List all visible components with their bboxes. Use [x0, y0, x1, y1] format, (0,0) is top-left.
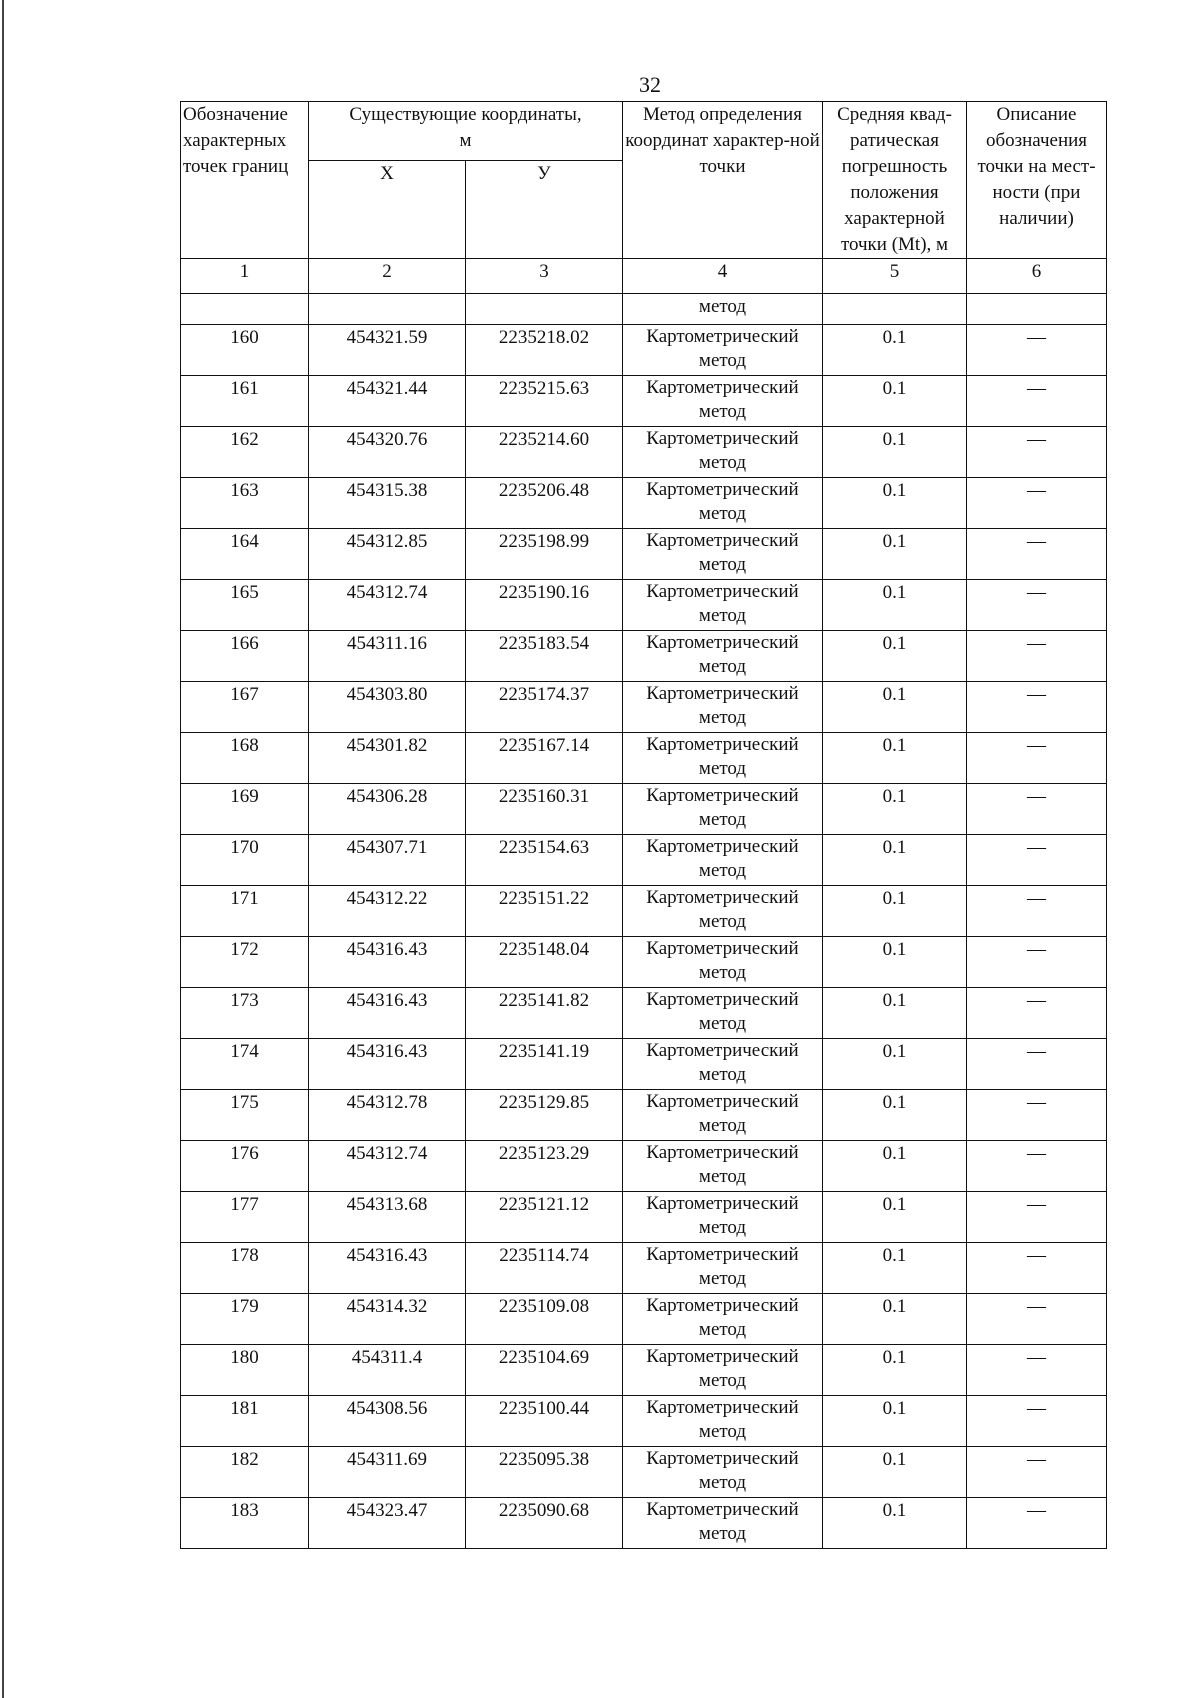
point-cell: 183	[181, 1498, 309, 1549]
method-line-2: метод	[698, 758, 747, 779]
table-row	[181, 1192, 1107, 1243]
y-cell: 2235218.02	[466, 325, 623, 376]
method-line-2: метод	[698, 860, 747, 881]
description-cell: —	[967, 886, 1107, 937]
method-line-1: Картометрический	[646, 836, 799, 857]
description-cell: —	[967, 937, 1107, 988]
x-cell: 454306.28	[309, 784, 466, 835]
description-cell: —	[967, 1039, 1107, 1090]
y-cell: 2235114.74	[466, 1243, 623, 1294]
method-line-2: метод	[698, 1523, 747, 1544]
y-cell: 2235215.63	[466, 376, 623, 427]
method-cell	[623, 1243, 823, 1294]
method-cell	[623, 886, 823, 937]
table-row	[181, 835, 1107, 886]
point-cell: 172	[181, 937, 309, 988]
error-cell: 0.1	[823, 529, 967, 580]
method-cell	[623, 631, 823, 682]
column-number-row	[181, 259, 1107, 294]
method-line-1: Картометрический	[646, 989, 799, 1010]
point-cell: 162	[181, 427, 309, 478]
error-cell: 0.1	[823, 1345, 967, 1396]
x-cell: 454314.32	[309, 1294, 466, 1345]
point-cell: 165	[181, 580, 309, 631]
x-cell: 454312.74	[309, 580, 466, 631]
method-cell	[623, 733, 823, 784]
error-cell: 0.1	[823, 631, 967, 682]
description-cell: —	[967, 682, 1107, 733]
point-cell: 179	[181, 1294, 309, 1345]
description-cell: —	[967, 835, 1107, 886]
y-cell: 2235148.04	[466, 937, 623, 988]
error-cell: 0.1	[823, 682, 967, 733]
error-cell: 0.1	[823, 1141, 967, 1192]
table-row	[181, 580, 1107, 631]
x-cell: 454312.22	[309, 886, 466, 937]
point-cell: 176	[181, 1141, 309, 1192]
error-cell: 0.1	[823, 325, 967, 376]
table-row	[181, 1294, 1107, 1345]
point-cell: 173	[181, 988, 309, 1039]
table-row	[181, 529, 1107, 580]
x-cell: 454311.16	[309, 631, 466, 682]
description-cell: —	[967, 1090, 1107, 1141]
point-cell: 181	[181, 1396, 309, 1447]
header-y: У	[466, 160, 623, 258]
point-cell: 171	[181, 886, 309, 937]
x-cell: 454307.71	[309, 835, 466, 886]
point-cell: 175	[181, 1090, 309, 1141]
table-row	[181, 988, 1107, 1039]
method-cell	[623, 988, 823, 1039]
description-cell: —	[967, 580, 1107, 631]
x-cell: 454320.76	[309, 427, 466, 478]
y-cell: 2235154.63	[466, 835, 623, 886]
error-cell: 0.1	[823, 376, 967, 427]
error-cell: 0.1	[823, 784, 967, 835]
method-line-1: Картометрический	[646, 1244, 799, 1265]
method-cell	[623, 427, 823, 478]
table-row	[181, 1447, 1107, 1498]
point-cell: 161	[181, 376, 309, 427]
method-line-1: Картометрический	[646, 1193, 799, 1214]
point-cell: 174	[181, 1039, 309, 1090]
method-cell	[623, 1039, 823, 1090]
continued-method: метод	[623, 294, 823, 325]
method-cell	[623, 784, 823, 835]
y-cell: 2235100.44	[466, 1396, 623, 1447]
method-line-2: метод	[698, 911, 747, 932]
header-description: Описание обозначения точки на мест-ности (при наличии)	[967, 102, 1107, 259]
method-line-2: метод	[698, 1370, 747, 1391]
description-cell: —	[967, 1498, 1107, 1549]
table-row	[181, 1498, 1107, 1549]
column-number: 3	[466, 259, 623, 294]
table-row	[181, 1039, 1107, 1090]
error-cell: 0.1	[823, 580, 967, 631]
y-cell: 2235141.82	[466, 988, 623, 1039]
method-cell	[623, 682, 823, 733]
method-line-1: Картометрический	[646, 1448, 799, 1469]
method-cell	[623, 478, 823, 529]
point-cell: 178	[181, 1243, 309, 1294]
error-cell: 0.1	[823, 1294, 967, 1345]
x-cell: 454313.68	[309, 1192, 466, 1243]
description-cell: —	[967, 376, 1107, 427]
description-cell: —	[967, 427, 1107, 478]
y-cell: 2235095.38	[466, 1447, 623, 1498]
method-line-2: метод	[698, 503, 747, 524]
scan-edge-line	[2, 0, 4, 1698]
table-row	[181, 631, 1107, 682]
table-row	[181, 1141, 1107, 1192]
error-cell: 0.1	[823, 733, 967, 784]
error-cell: 0.1	[823, 1039, 967, 1090]
description-cell: —	[967, 733, 1107, 784]
column-number: 6	[967, 259, 1107, 294]
point-cell: 170	[181, 835, 309, 886]
method-line-1: Картометрический	[646, 479, 799, 500]
y-cell: 2235090.68	[466, 1498, 623, 1549]
method-line-1: Картометрический	[646, 1397, 799, 1418]
y-cell: 2235214.60	[466, 427, 623, 478]
y-cell: 2235198.99	[466, 529, 623, 580]
point-cell: 180	[181, 1345, 309, 1396]
x-cell: 454312.85	[309, 529, 466, 580]
method-line-2: метод	[698, 1319, 747, 1340]
method-line-2: метод	[698, 401, 747, 422]
description-cell: —	[967, 1243, 1107, 1294]
method-cell	[623, 1498, 823, 1549]
method-cell	[623, 580, 823, 631]
method-cell	[623, 325, 823, 376]
table-row	[181, 784, 1107, 835]
header-coords: Существующие координаты, м	[309, 102, 623, 161]
method-line-1: Картометрический	[646, 1346, 799, 1367]
description-cell: —	[967, 1192, 1107, 1243]
method-line-2: метод	[698, 1268, 747, 1289]
method-line-1: Картометрический	[646, 938, 799, 959]
description-cell: —	[967, 1345, 1107, 1396]
y-cell: 2235109.08	[466, 1294, 623, 1345]
error-cell: 0.1	[823, 1447, 967, 1498]
x-cell: 454301.82	[309, 733, 466, 784]
y-cell: 2235167.14	[466, 733, 623, 784]
method-line-2: метод	[698, 1217, 747, 1238]
method-line-2: метод	[698, 962, 747, 983]
table-row	[181, 427, 1107, 478]
y-cell: 2235160.31	[466, 784, 623, 835]
method-line-1: Картометрический	[646, 1091, 799, 1112]
error-cell: 0.1	[823, 886, 967, 937]
error-cell: 0.1	[823, 937, 967, 988]
x-cell: 454316.43	[309, 988, 466, 1039]
point-cell: 168	[181, 733, 309, 784]
method-cell	[623, 1447, 823, 1498]
point-cell: 163	[181, 478, 309, 529]
method-line-1: Картометрический	[646, 734, 799, 755]
method-line-1: Картометрический	[646, 1295, 799, 1316]
description-cell: —	[967, 1141, 1107, 1192]
table-row	[181, 733, 1107, 784]
table-row	[181, 478, 1107, 529]
point-cell: 166	[181, 631, 309, 682]
method-cell	[623, 529, 823, 580]
description-cell: —	[967, 1396, 1107, 1447]
y-cell: 2235151.22	[466, 886, 623, 937]
method-line-2: метод	[698, 656, 747, 677]
method-line-1: Картометрический	[646, 428, 799, 449]
continued-row	[181, 294, 1107, 325]
point-cell: 177	[181, 1192, 309, 1243]
error-cell: 0.1	[823, 1243, 967, 1294]
page-number: 32	[639, 72, 661, 97]
x-cell: 454311.4	[309, 1345, 466, 1396]
description-cell: —	[967, 784, 1107, 835]
error-cell: 0.1	[823, 1090, 967, 1141]
method-line-2: метод	[698, 1421, 747, 1442]
method-line-2: метод	[698, 350, 747, 371]
description-cell: —	[967, 529, 1107, 580]
y-cell: 2235174.37	[466, 682, 623, 733]
x-cell: 454316.43	[309, 937, 466, 988]
table-row	[181, 376, 1107, 427]
method-cell	[623, 835, 823, 886]
method-line-2: метод	[698, 809, 747, 830]
point-cell: 164	[181, 529, 309, 580]
y-cell: 2235206.48	[466, 478, 623, 529]
table-row	[181, 1345, 1107, 1396]
column-number: 1	[181, 259, 309, 294]
point-cell: 167	[181, 682, 309, 733]
description-cell: —	[967, 478, 1107, 529]
method-line-2: метод	[698, 1166, 747, 1187]
error-cell: 0.1	[823, 478, 967, 529]
description-cell: —	[967, 988, 1107, 1039]
table-row	[181, 1243, 1107, 1294]
header-method: Метод определения координат характер-ной точки	[623, 102, 823, 259]
x-cell: 454316.43	[309, 1039, 466, 1090]
error-cell: 0.1	[823, 1192, 967, 1243]
column-number: 4	[623, 259, 823, 294]
method-cell	[623, 1141, 823, 1192]
description-cell: —	[967, 1294, 1107, 1345]
method-line-1: Картометрический	[646, 530, 799, 551]
y-cell: 2235141.19	[466, 1039, 623, 1090]
method-line-1: Картометрический	[646, 1142, 799, 1163]
error-cell: 0.1	[823, 427, 967, 478]
y-cell: 2235121.12	[466, 1192, 623, 1243]
method-line-1: Картометрический	[646, 683, 799, 704]
description-cell: —	[967, 1447, 1107, 1498]
method-cell	[623, 1396, 823, 1447]
header-point: Обозначение характерных точек границ	[181, 102, 309, 259]
method-line-2: метод	[698, 1064, 747, 1085]
point-cell: 182	[181, 1447, 309, 1498]
point-cell: 169	[181, 784, 309, 835]
table-row	[181, 1396, 1107, 1447]
method-cell	[623, 1294, 823, 1345]
description-cell: —	[967, 325, 1107, 376]
method-line-1: Картометрический	[646, 785, 799, 806]
method-line-2: метод	[698, 1013, 747, 1034]
header-x: X	[309, 160, 466, 258]
method-line-2: метод	[698, 605, 747, 626]
table-row	[181, 682, 1107, 733]
error-cell: 0.1	[823, 1396, 967, 1447]
method-line-1: Картометрический	[646, 632, 799, 653]
method-cell	[623, 376, 823, 427]
table-row	[181, 1090, 1107, 1141]
x-cell: 454312.74	[309, 1141, 466, 1192]
y-cell: 2235123.29	[466, 1141, 623, 1192]
point-cell: 160	[181, 325, 309, 376]
method-line-1: Картометрический	[646, 1499, 799, 1520]
y-cell: 2235183.54	[466, 631, 623, 682]
method-line-2: метод	[698, 707, 747, 728]
coordinates-table	[180, 101, 1107, 1549]
header-error: Средняя квад-ратическая погрешность положения характерной точки (Mt), м	[823, 102, 967, 259]
method-line-1: Картометрический	[646, 581, 799, 602]
description-cell: —	[967, 631, 1107, 682]
column-number: 5	[823, 259, 967, 294]
error-cell: 0.1	[823, 988, 967, 1039]
column-number: 2	[309, 259, 466, 294]
y-cell: 2235190.16	[466, 580, 623, 631]
method-line-2: метод	[698, 452, 747, 473]
y-cell: 2235104.69	[466, 1345, 623, 1396]
table-header-row	[181, 102, 1107, 161]
method-cell	[623, 937, 823, 988]
method-line-1: Картометрический	[646, 326, 799, 347]
table-row	[181, 886, 1107, 937]
method-cell	[623, 1192, 823, 1243]
x-cell: 454312.78	[309, 1090, 466, 1141]
method-line-2: метод	[698, 1115, 747, 1136]
method-line-1: Картометрический	[646, 1040, 799, 1061]
x-cell: 454303.80	[309, 682, 466, 733]
x-cell: 454321.44	[309, 376, 466, 427]
x-cell: 454321.59	[309, 325, 466, 376]
x-cell: 454315.38	[309, 478, 466, 529]
x-cell: 454316.43	[309, 1243, 466, 1294]
method-cell	[623, 1090, 823, 1141]
error-cell: 0.1	[823, 1498, 967, 1549]
x-cell: 454311.69	[309, 1447, 466, 1498]
method-line-1: Картометрический	[646, 377, 799, 398]
error-cell: 0.1	[823, 835, 967, 886]
x-cell: 454323.47	[309, 1498, 466, 1549]
method-cell	[623, 1345, 823, 1396]
method-line-1: Картометрический	[646, 887, 799, 908]
method-line-2: метод	[698, 554, 747, 575]
table-row	[181, 325, 1107, 376]
y-cell: 2235129.85	[466, 1090, 623, 1141]
x-cell: 454308.56	[309, 1396, 466, 1447]
method-line-2: метод	[698, 1472, 747, 1493]
table-row	[181, 937, 1107, 988]
